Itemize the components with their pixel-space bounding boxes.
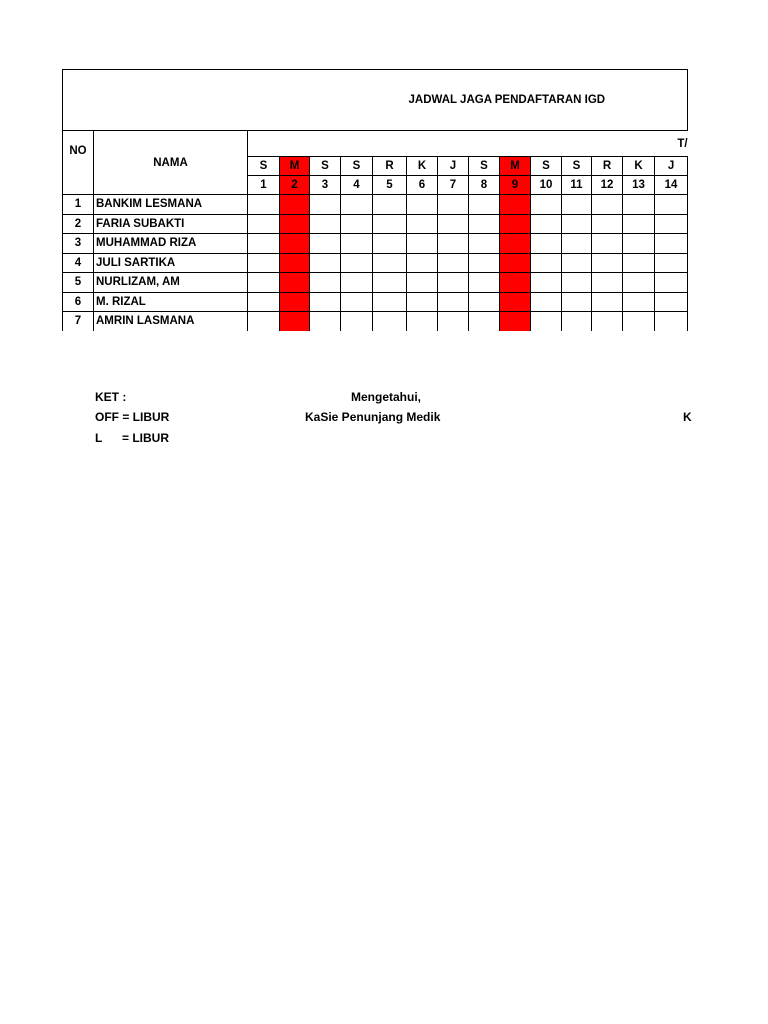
shift-cell[interactable] xyxy=(341,195,373,215)
mengetahui-label: Mengetahui, xyxy=(351,390,422,404)
shift-cell[interactable] xyxy=(655,234,688,254)
date-cell: 3 xyxy=(310,176,341,195)
shift-cell[interactable] xyxy=(623,312,655,332)
shift-cell[interactable] xyxy=(562,234,592,254)
shift-cell[interactable] xyxy=(407,253,438,273)
shift-cell[interactable] xyxy=(438,273,469,293)
shift-cell[interactable] xyxy=(562,214,592,234)
right-signatory-partial: K xyxy=(683,410,692,424)
day-letter-cell: R xyxy=(373,157,407,176)
day-letter-cell: M xyxy=(280,157,310,176)
day-letter-cell: K xyxy=(407,157,438,176)
shift-cell[interactable] xyxy=(500,273,531,293)
shift-cell[interactable] xyxy=(310,273,341,293)
tanggal-header: T/ xyxy=(248,131,688,157)
shift-cell[interactable] xyxy=(248,273,280,293)
shift-cell[interactable] xyxy=(407,273,438,293)
shift-cell[interactable] xyxy=(310,214,341,234)
shift-cell[interactable] xyxy=(373,312,407,332)
kasie-signatory: KaSie Penunjang Medik xyxy=(305,410,441,424)
shift-cell[interactable] xyxy=(469,214,500,234)
shift-cell[interactable] xyxy=(438,292,469,312)
day-letter-cell: S xyxy=(310,157,341,176)
shift-cell[interactable] xyxy=(655,292,688,312)
date-cell: 10 xyxy=(531,176,562,195)
day-letter-cell: S xyxy=(248,157,280,176)
shift-cell[interactable] xyxy=(592,292,623,312)
staff-name: MUHAMMAD RIZA xyxy=(94,234,248,254)
shift-cell[interactable] xyxy=(341,253,373,273)
shift-cell[interactable] xyxy=(438,253,469,273)
table-row xyxy=(63,253,688,273)
staff-name: JULI SARTIKA xyxy=(94,253,248,273)
day-letter-cell: R xyxy=(592,157,623,176)
shift-cell[interactable] xyxy=(248,234,280,254)
shift-cell[interactable] xyxy=(500,312,531,332)
row-number: 5 xyxy=(63,273,94,293)
shift-cell[interactable] xyxy=(280,253,310,273)
shift-cell[interactable] xyxy=(562,195,592,215)
table-row xyxy=(63,234,688,254)
shift-cell[interactable] xyxy=(310,234,341,254)
shift-cell[interactable] xyxy=(469,292,500,312)
shift-cell[interactable] xyxy=(531,273,562,293)
shift-cell[interactable] xyxy=(623,234,655,254)
shift-cell[interactable] xyxy=(341,234,373,254)
shift-cell[interactable] xyxy=(469,273,500,293)
staff-name: BANKIM LESMANA xyxy=(94,195,248,215)
title-cell xyxy=(63,70,688,131)
shift-cell[interactable] xyxy=(280,195,310,215)
table-row xyxy=(63,292,688,312)
shift-cell[interactable] xyxy=(592,195,623,215)
date-cell: 2 xyxy=(280,176,310,195)
date-cell: 4 xyxy=(341,176,373,195)
table-row xyxy=(63,312,688,332)
staff-name: NURLIZAM, AM xyxy=(94,273,248,293)
shift-cell[interactable] xyxy=(438,234,469,254)
day-letter-cell: S xyxy=(562,157,592,176)
page-title: JADWAL JAGA PENDAFTARAN IGD xyxy=(408,94,606,106)
date-cell: 5 xyxy=(373,176,407,195)
shift-cell[interactable] xyxy=(531,253,562,273)
shift-cell[interactable] xyxy=(248,195,280,215)
shift-cell[interactable] xyxy=(373,234,407,254)
shift-cell[interactable] xyxy=(562,312,592,332)
shift-cell[interactable] xyxy=(655,195,688,215)
table-row xyxy=(63,273,688,293)
shift-cell[interactable] xyxy=(623,273,655,293)
staff-name: M. RIZAL xyxy=(94,292,248,312)
shift-cell[interactable] xyxy=(341,273,373,293)
shift-cell[interactable] xyxy=(592,234,623,254)
l-legend-value: = LIBUR xyxy=(122,431,170,445)
shift-cell[interactable] xyxy=(438,214,469,234)
row-number: 3 xyxy=(63,234,94,254)
shift-cell[interactable] xyxy=(310,292,341,312)
shift-cell[interactable] xyxy=(592,312,623,332)
shift-cell[interactable] xyxy=(500,234,531,254)
row-number: 7 xyxy=(63,312,94,332)
shift-cell[interactable] xyxy=(341,312,373,332)
shift-cell[interactable] xyxy=(623,214,655,234)
shift-cell[interactable] xyxy=(407,292,438,312)
shift-cell[interactable] xyxy=(500,292,531,312)
shift-cell[interactable] xyxy=(373,214,407,234)
no-header: NO xyxy=(63,131,94,195)
shift-cell[interactable] xyxy=(623,292,655,312)
day-letter-cell: J xyxy=(438,157,469,176)
shift-cell[interactable] xyxy=(531,214,562,234)
date-cell: 13 xyxy=(623,176,655,195)
shift-cell[interactable] xyxy=(373,273,407,293)
shift-cell[interactable] xyxy=(562,292,592,312)
l-legend-key: L xyxy=(95,431,103,445)
date-cell: 7 xyxy=(438,176,469,195)
day-letter-cell: S xyxy=(469,157,500,176)
shift-cell[interactable] xyxy=(531,312,562,332)
day-letter-cell: M xyxy=(500,157,531,176)
shift-cell[interactable] xyxy=(373,253,407,273)
shift-cell[interactable] xyxy=(280,273,310,293)
shift-cell[interactable] xyxy=(248,292,280,312)
shift-cell[interactable] xyxy=(469,312,500,332)
shift-cell[interactable] xyxy=(280,214,310,234)
shift-cell[interactable] xyxy=(280,312,310,332)
shift-cell[interactable] xyxy=(469,195,500,215)
date-cell: 12 xyxy=(592,176,623,195)
nama-header: NAMA xyxy=(94,131,248,195)
row-number: 6 xyxy=(63,292,94,312)
staff-name: FARIA SUBAKTI xyxy=(94,214,248,234)
shift-cell[interactable] xyxy=(248,253,280,273)
table-row xyxy=(63,195,688,215)
shift-cell[interactable] xyxy=(310,253,341,273)
shift-cell[interactable] xyxy=(562,253,592,273)
schedule-sheet xyxy=(62,69,768,331)
shift-cell[interactable] xyxy=(407,214,438,234)
shift-cell[interactable] xyxy=(341,292,373,312)
shift-cell[interactable] xyxy=(407,234,438,254)
shift-cell[interactable] xyxy=(438,312,469,332)
ket-label: KET : xyxy=(95,390,127,404)
shift-cell[interactable] xyxy=(310,312,341,332)
date-cell: 11 xyxy=(562,176,592,195)
shift-cell[interactable] xyxy=(438,195,469,215)
staff-name: AMRIN LASMANA xyxy=(94,312,248,332)
shift-cell[interactable] xyxy=(500,253,531,273)
shift-cell[interactable] xyxy=(623,195,655,215)
shift-cell[interactable] xyxy=(531,195,562,215)
row-number: 1 xyxy=(63,195,94,215)
shift-cell[interactable] xyxy=(500,214,531,234)
shift-cell[interactable] xyxy=(373,292,407,312)
shift-cell[interactable] xyxy=(655,214,688,234)
shift-cell[interactable] xyxy=(531,292,562,312)
shift-cell[interactable] xyxy=(373,195,407,215)
shift-cell[interactable] xyxy=(500,195,531,215)
shift-cell[interactable] xyxy=(623,253,655,273)
date-cell: 6 xyxy=(407,176,438,195)
date-cell: 8 xyxy=(469,176,500,195)
shift-cell[interactable] xyxy=(592,253,623,273)
shift-cell[interactable] xyxy=(407,195,438,215)
date-cell: 9 xyxy=(500,176,531,195)
shift-cell[interactable] xyxy=(341,214,373,234)
shift-cell[interactable] xyxy=(469,253,500,273)
shift-cell[interactable] xyxy=(592,273,623,293)
shift-cell[interactable] xyxy=(248,312,280,332)
date-cell: 1 xyxy=(248,176,280,195)
row-number: 2 xyxy=(63,214,94,234)
shift-cell[interactable] xyxy=(655,273,688,293)
shift-cell[interactable] xyxy=(562,273,592,293)
shift-cell[interactable] xyxy=(531,234,562,254)
shift-cell[interactable] xyxy=(407,312,438,332)
date-cell: 14 xyxy=(655,176,688,195)
shift-cell[interactable] xyxy=(310,195,341,215)
day-letter-cell: K xyxy=(623,157,655,176)
schedule-table xyxy=(62,69,688,331)
table-row xyxy=(63,214,688,234)
off-legend: OFF = LIBUR xyxy=(95,410,170,424)
shift-cell[interactable] xyxy=(469,234,500,254)
shift-cell[interactable] xyxy=(655,253,688,273)
shift-cell[interactable] xyxy=(280,292,310,312)
day-letter-cell: S xyxy=(341,157,373,176)
shift-cell[interactable] xyxy=(655,312,688,332)
shift-cell[interactable] xyxy=(248,214,280,234)
shift-cell[interactable] xyxy=(280,234,310,254)
day-letter-cell: J xyxy=(655,157,688,176)
shift-cell[interactable] xyxy=(592,214,623,234)
row-number: 4 xyxy=(63,253,94,273)
day-letter-cell: S xyxy=(531,157,562,176)
